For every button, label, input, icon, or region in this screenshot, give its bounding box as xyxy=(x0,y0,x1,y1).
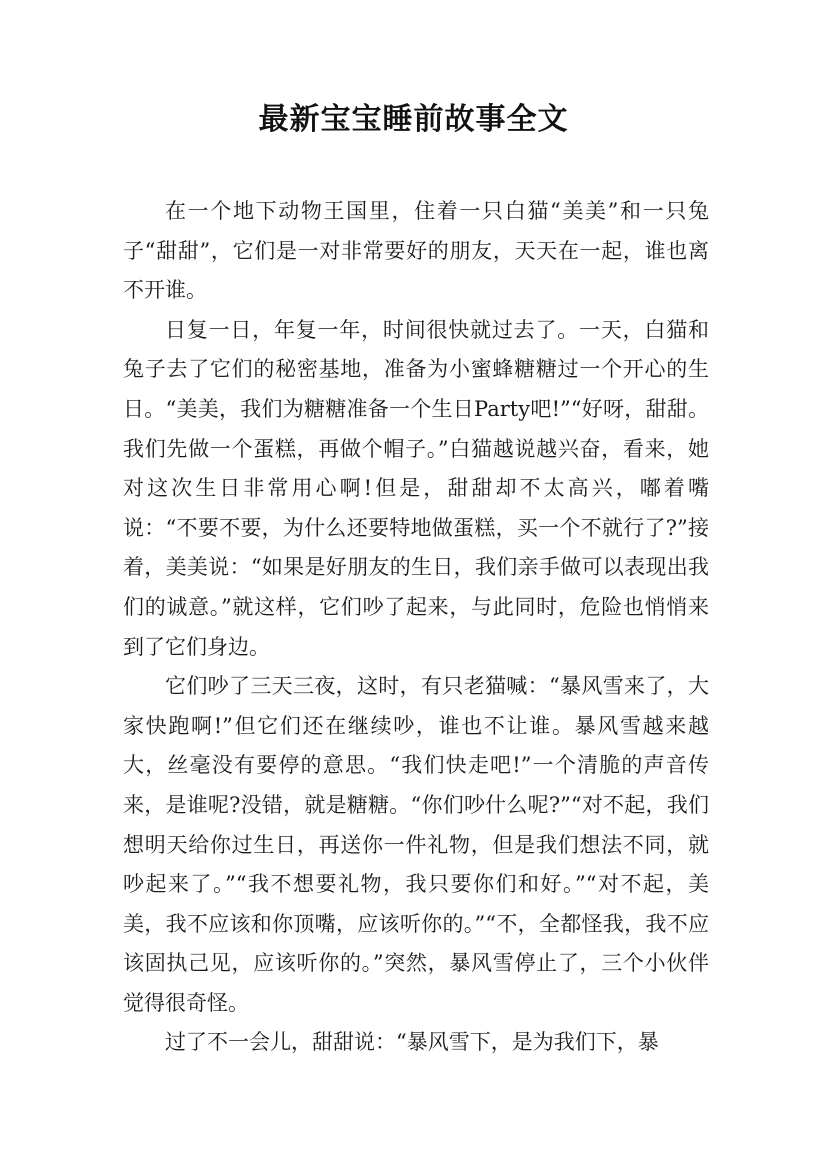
paragraph: 过了不一会儿，甜甜说：“暴风雪下，是为我们下，暴 xyxy=(165,1030,659,1055)
document-title: 最新宝宝睡前故事全文 xyxy=(258,102,569,137)
paragraph: 在一个地下动物王国里，住着一只白猫“美美”和一只兔子“甜甜”，它们是一对非常要好的朋友，天天在一起，谁也离不开谁。 xyxy=(123,199,709,303)
paragraph: 它们吵了三天三夜，这时，有只老猫喊：“暴风雪来了，大家快跑啊!”但它们还在继续吵，谁也不让谁。暴风雪越来越大，丝毫没有要停的意思。“我们快走吧!”一个清脆的声音传来，是谁呢?没错，就是糖糖。“你们吵什么呢?”“对不起，我们想明天给你过生日，再送你一件礼物，但是我们想法不同，就吵起来了。”“我不想要礼物，我只要你们和好。”“对不起，美美，我不应该和你顶嘴，应该听你的。”“不，全都怪我，我不应该固执己见，应该听你的。”突然，暴风雪停止了，三个小伙伴觉得很奇怪。 xyxy=(123,674,709,1015)
document-body xyxy=(123,192,709,1063)
paragraph: 日复一日，年复一年，时间很快就过去了。一天，白猫和兔子去了它们的秘密基地，准备为小蜜蜂糖糖过一个开心的生日。“美美，我们为糖糖准备一个生日Party吧!”“好呀，甜甜。我们先做一个蛋糕，再做个帽子。”白猫越说越兴奋，看来，她对这次生日非常用心啊!但是，甜甜却不太高兴，嘟着嘴说：“不要不要，为什么还要特地做蛋糕，买一个不就行了?”接着，美美说：“如果是好朋友的生日，我们亲手做可以表现出我们的诚意。”就这样，它们吵了起来，与此同时，危险也悄悄来到了它们身边。 xyxy=(123,317,709,659)
